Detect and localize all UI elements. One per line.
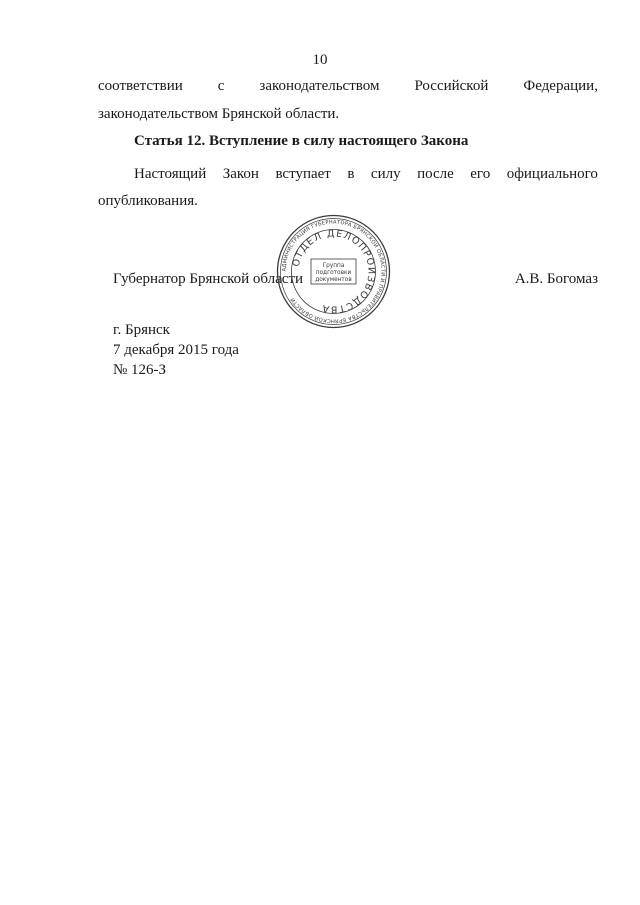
word: его [470,166,491,182]
word: вступает [275,166,331,182]
page-number: 10 [312,52,328,68]
word: силу [370,166,401,182]
footer-date: 7 декабря 2015 года [113,342,239,358]
stamp-center-line-1: Группа [322,263,345,269]
paragraph-line-1 [98,78,598,95]
paragraph-line-3 [134,166,598,183]
word: Российской [414,78,489,94]
stamp-center-line-3: документов [315,277,352,283]
paragraph-line-2: законодательством Брянской области. [98,106,340,122]
footer-city: г. Брянск [113,322,170,338]
stamp-outer-text: АДМИНИСТРАЦИЯ ГУБЕРНАТОРА БРЯНСКОЙ ОБЛАСТИ И ПРАВИТЕЛЬСТВА БРЯНСКОЙ ОБЛАСТИ [281,219,386,324]
article-heading: Статья 12. Вступление в силу настоящего Закона [134,133,469,149]
official-stamp [276,214,391,329]
word: Настоящий [134,166,207,182]
word: официального [506,166,598,182]
footer-law-number: № 126-З [113,362,167,378]
word: после [417,166,454,182]
word: Федерации, [523,78,598,94]
paragraph-line-4: опубликования. [98,193,198,209]
word: Закон [222,166,259,182]
word: в [347,166,355,182]
signatory-position: Губернатор Брянской области [113,271,304,287]
word: с [217,78,225,94]
stamp-center-line-2: подготовки [315,270,352,276]
signatory-name: А.В. Богомаз [514,271,598,287]
word: законодательством [259,78,380,94]
stamp-middle-text: ОТДЕЛ ДЕЛОПРОИЗВОДСТВА [290,228,377,315]
word: соответствии [98,78,183,94]
